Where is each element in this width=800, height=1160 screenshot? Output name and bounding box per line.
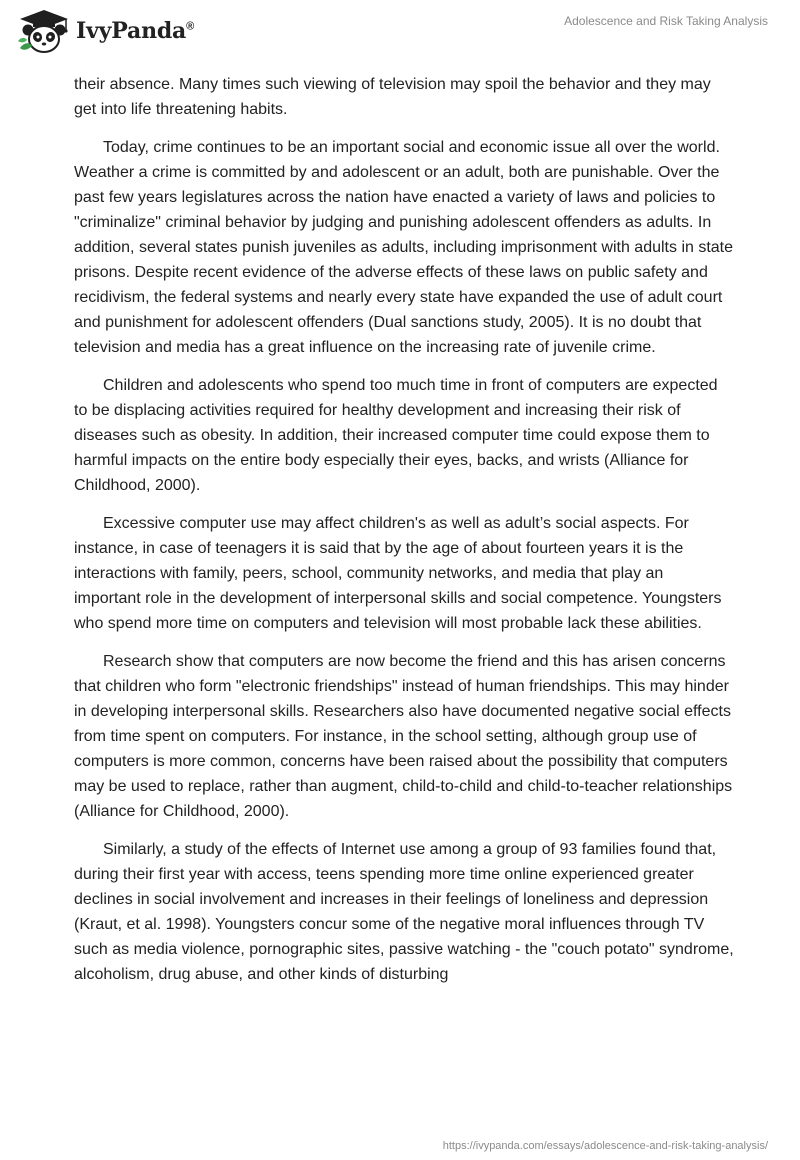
paragraph: Similarly, a study of the effects of Internet use among a group of 93 families found that, during their first year with access, teens spending more time online experienced greater declines in social involvement and increases in their feelings of loneliness and depression (Kraut, et al. 1998). Youngsters concur some of the negative moral influences through TV such as media violence, pornographic sites, passive watching - the "couch potato" syndrome, alcoholism, drug abuse, and other kinds of disturbing: [74, 841, 734, 983]
panda-graduate-icon: [16, 8, 72, 54]
paragraph: Research show that computers are now become the friend and this has arisen concerns that children who form "electronic friendships" instead of human friendships. This may hinder in developing interpersonal skills. Researchers also have documented negative social effects from time spent on computers. For instance, in the school setting, although group use of computers is more common, concerns have been raised about the possibility that computers may be used to replace, rather than augment, child-to-child and child-to-teacher relationships (Alliance for Childhood, 2000).: [74, 653, 733, 820]
essay-body: [74, 72, 734, 1000]
source-url[interactable]: https://ivypanda.com/essays/adolescence-and-risk-taking-analysis/: [442, 1140, 768, 1152]
document-title: Adolescence and Risk Taking Analysis: [564, 14, 768, 28]
logo-wordmark: [76, 18, 194, 44]
page-header: [0, 0, 800, 60]
registered-mark: ®: [186, 20, 195, 33]
logo-brand-text: IvyPanda: [76, 18, 187, 44]
paragraph: Today, crime continues to be an important social and economic issue all over the world. Weather a crime is committed by and adolescent or an adult, both are punishable. Over the past few years legislatures across the nation have enacted a variety of laws and policies to "criminalize" criminal behavior by judging and punishing adolescent offenders as adults. In addition, several states punish juveniles as adults, including imprisonment with adults in state prisons. Despite recent evidence of the adverse effects of these laws on public safety and recidivism, the federal systems and nearly every state have expanded the use of adult court and punishment for adolescent offenders (Dual sanctions study, 2005). It is no doubt that television and media has a great influence on the increasing rate of juvenile crime.: [74, 139, 734, 356]
paragraph: Children and adolescents who spend too much time in front of computers are expected to be displacing activities required for healthy development and increasing their risk of diseases such as obesity. In addition, their increased computer time could expose them to harmful impacts on the entire body especially their eyes, backs, and wrists (Alliance for Childhood, 2000).: [74, 377, 718, 494]
ivypanda-logo[interactable]: [16, 8, 194, 54]
paragraph: Excessive computer use may affect children's as well as adult’s social aspects. For instance, in case of teenagers it is said that by the age of about fourteen years it is the interactions with family, peers, school, community networks, and media that play an important role in the development of interpersonal skills and social competence. Youngsters who spend more time on computers and television will most probable lack these abilities.: [74, 515, 722, 632]
paragraph: their absence. Many times such viewing of television may spoil the behavior and they may get into life threatening habits.: [74, 76, 711, 118]
